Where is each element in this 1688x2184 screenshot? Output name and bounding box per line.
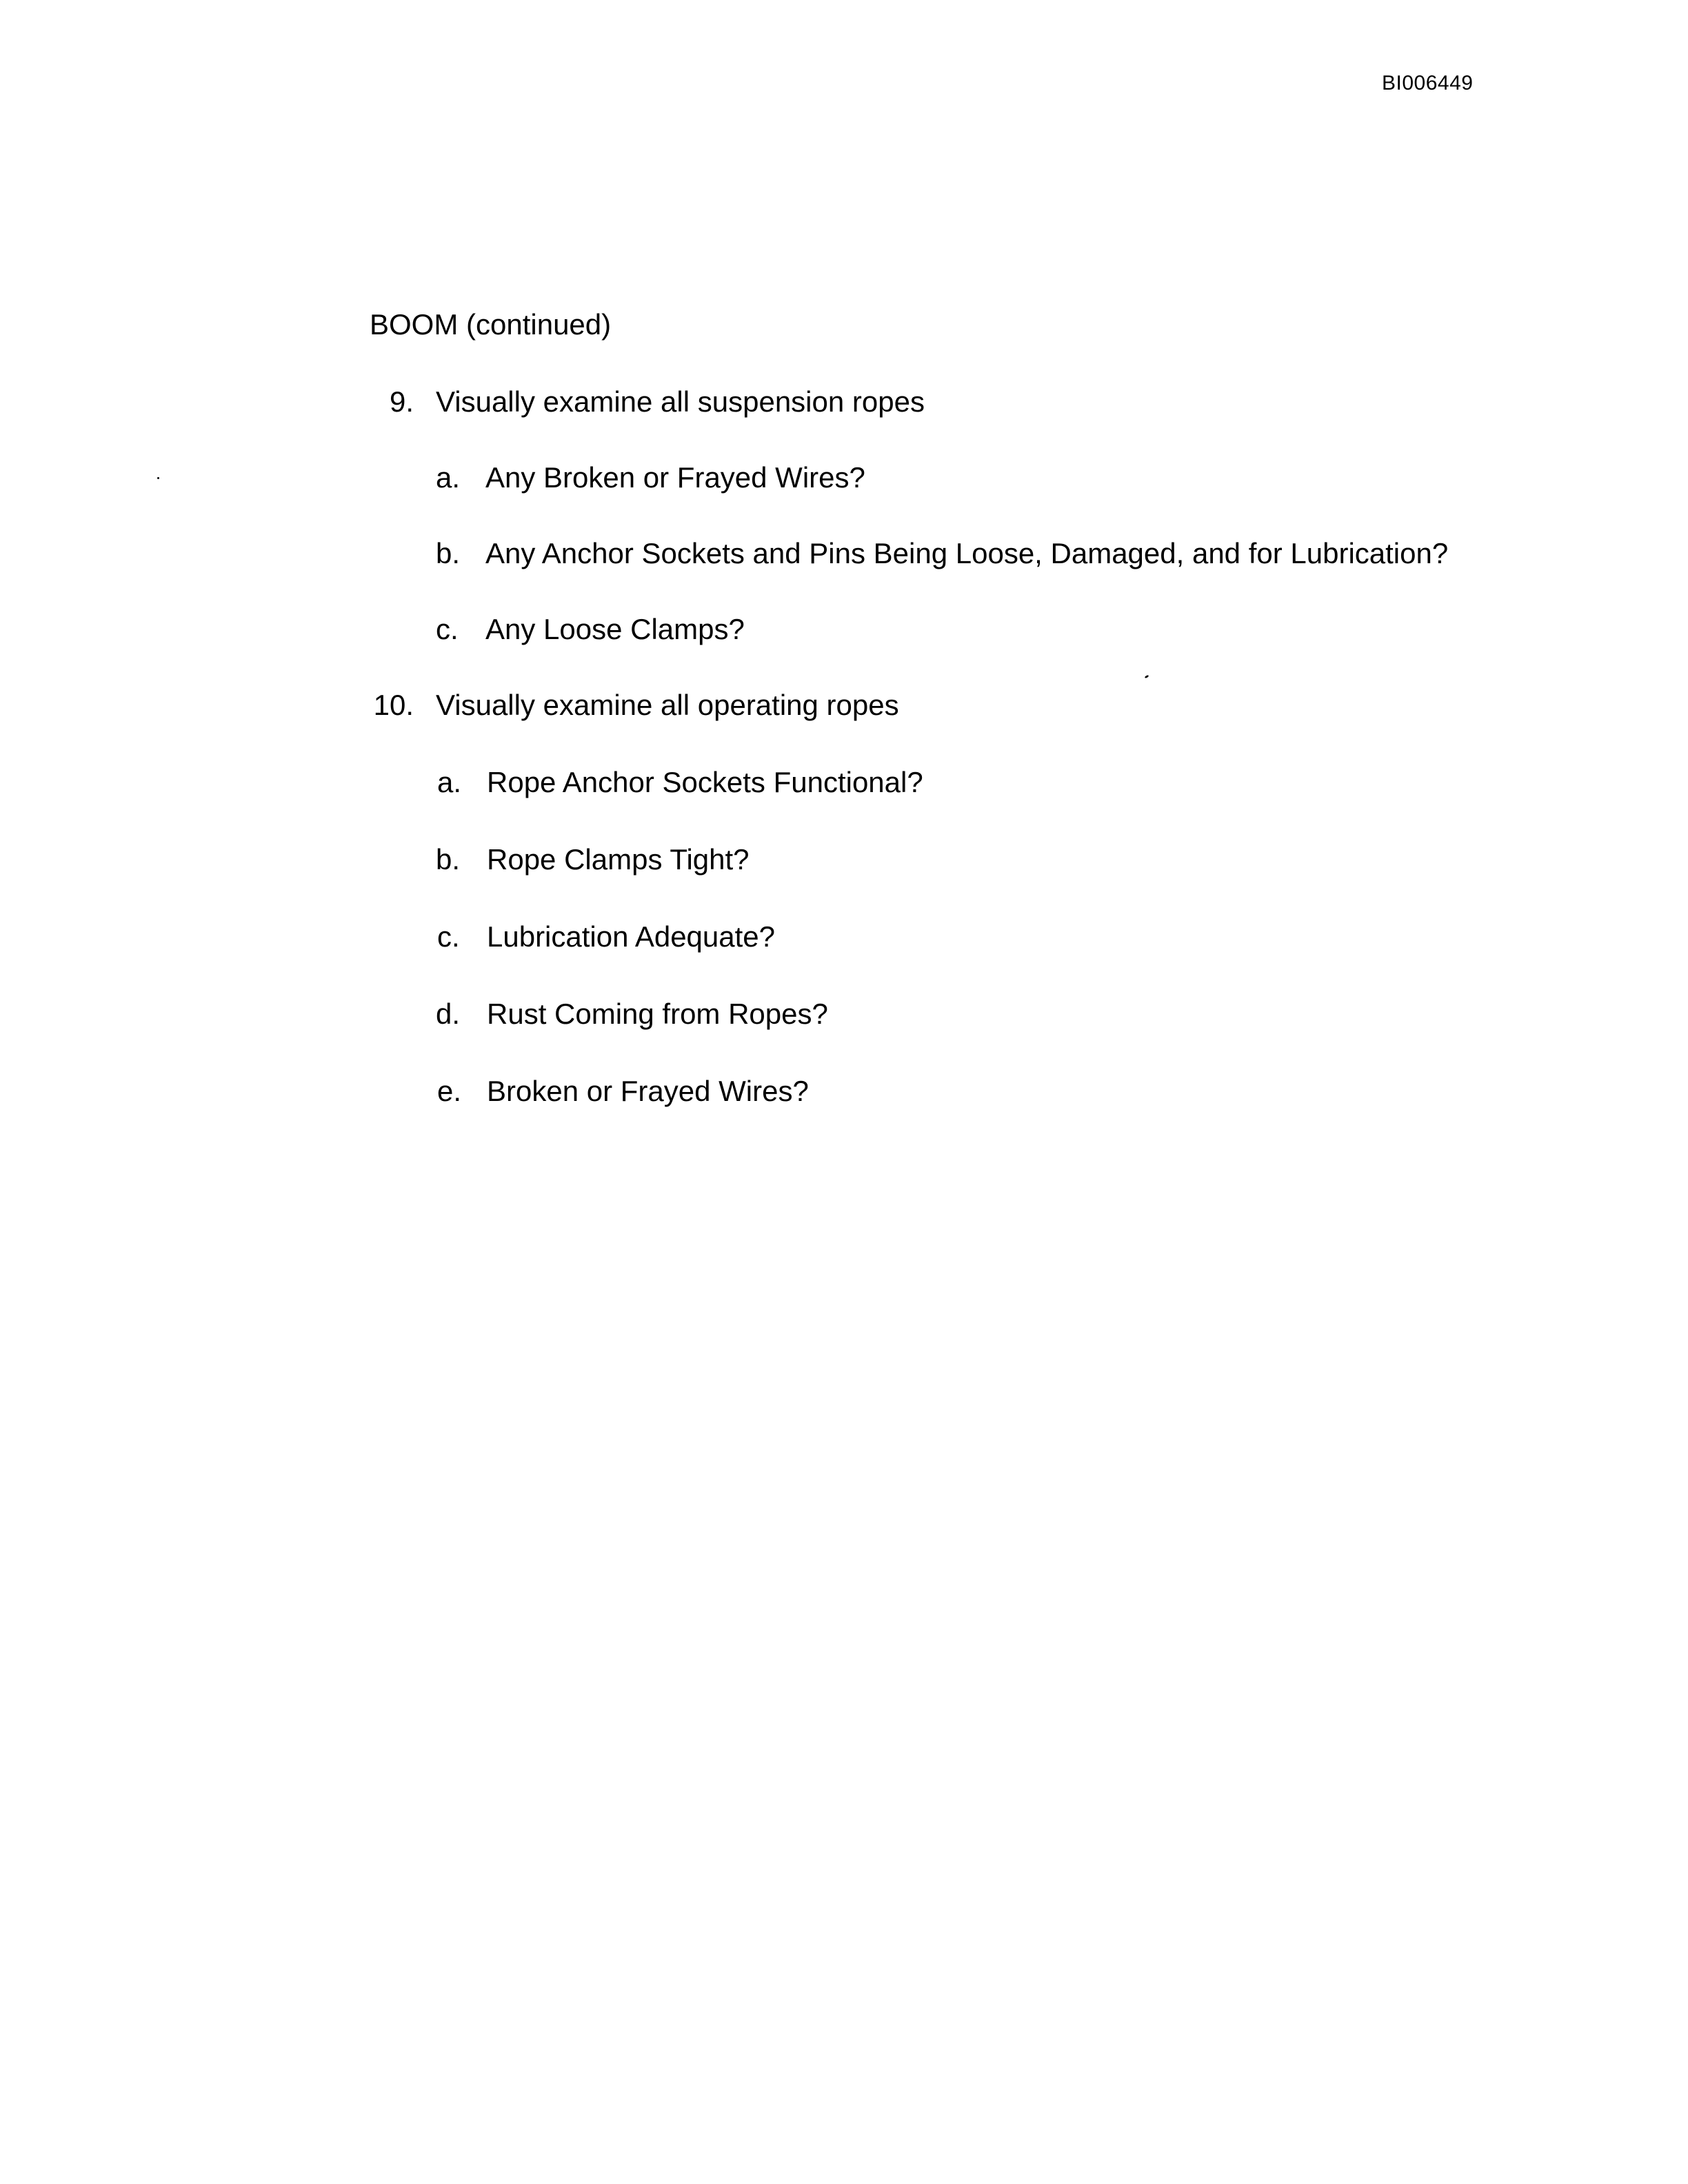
subitem-letter: e.	[437, 1075, 462, 1107]
subitem-letter: d.	[436, 998, 461, 1030]
subitem-letter: a.	[437, 766, 462, 798]
subitem-text: Lubrication Adequate?	[487, 920, 776, 953]
subitem-text: Broken or Frayed Wires?	[487, 1075, 809, 1107]
scan-speck	[157, 477, 159, 479]
document-id: BI006449	[1382, 72, 1474, 94]
subitem-text: Rust Coming from Ropes?	[487, 998, 828, 1030]
subitem-letter: b.	[436, 843, 461, 876]
subitem-text: Rope Clamps Tight?	[487, 843, 750, 876]
subitem-text: Any Broken or Frayed Wires?	[485, 461, 865, 494]
section-title: BOOM (continued)	[370, 308, 612, 341]
scan-speck	[1145, 675, 1149, 679]
subitem-letter: c.	[436, 613, 459, 645]
subitem-letter: c.	[437, 920, 460, 953]
subitem-text: Rope Anchor Sockets Functional?	[487, 766, 923, 798]
subitem-letter: b.	[436, 537, 461, 569]
item-text: Visually examine all operating ropes	[436, 689, 899, 721]
item-text: Visually examine all suspension ropes	[436, 385, 925, 418]
subitem-text: Any Anchor Sockets and Pins Being Loose, Damaged, and for Lubrication?	[485, 537, 1449, 569]
subitem-text: Any Loose Clamps?	[485, 613, 745, 645]
subitem-letter: a.	[436, 461, 461, 494]
